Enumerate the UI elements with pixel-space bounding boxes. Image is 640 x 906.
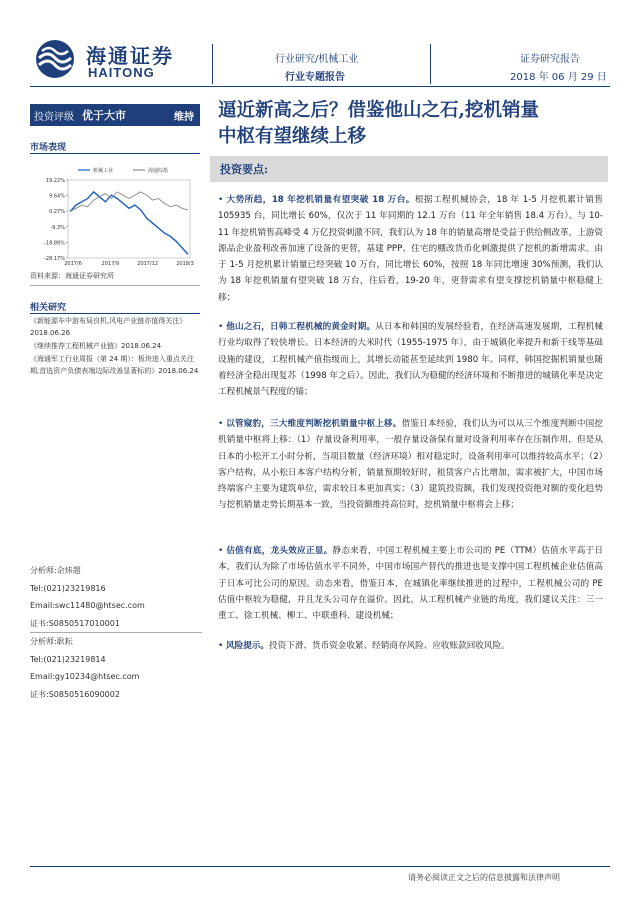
rating-trend: 维持	[174, 111, 194, 123]
analyst-block	[30, 562, 202, 703]
analyst-name: 分析师:耿耘	[30, 632, 202, 651]
rating-label: 投资评级	[34, 111, 74, 123]
logo-en: HAITONG	[88, 65, 155, 80]
header-report-type: 行业专题报告	[285, 72, 345, 83]
point-text: 从日本和韩国的发展经验看，在经济高速发展期，工程机械行业均取得了较快增长。日本经济的大米时代（1955-1975 年），由于城镇化率提升和新干线等基础设施的建设，工程机械产值指级而上，其增长动能甚至延续到 1980 年。同样，韩国挖掘机销量也随着经济全稳出现复苏（1998 年之后）。因此，我们认为稳健的经济环境和不断推进的城镇化率是决定工程机械景气程度的锚；	[218, 322, 603, 398]
x-tick-label: 2017/12	[137, 261, 159, 267]
legend-label: 机械工业	[93, 168, 114, 174]
point-text: 借鉴日本经验，我们认为可以从三个维度判断中国挖机销量中枢将上移：（1）存量设备利用率，一般存量设备保有量对设备利用率存在压制作用，但是从日本的小松开工小时分析，当项目数量（经济环境）相对稳定时，设备利用率可以维持较高水平；（2）客户结构，从小松日本客户结构分析，销量预期较好时，租赁客户占比增加，需求被扩大，中国市场终端客户主要为建筑单位，需求较日本更加真实；（3）建筑投资额，我们发现投资绝对额的变化趋势与挖机销量走势长期基本一致，当投资额维持高位时，挖机销量中枢将会上移；	[218, 419, 603, 511]
rating-value: 优于大市	[82, 109, 126, 122]
analyst-name: 分析师:佘炜超	[30, 566, 81, 575]
x-tick-label: 2017/9	[101, 261, 120, 267]
point-lead: 风险提示。	[226, 641, 270, 651]
header-date: 2018 年 06 月 29 日	[510, 72, 607, 83]
header-right-label: 证券研究报告	[520, 54, 580, 65]
sidebar-rule-3	[30, 313, 200, 314]
point-text: 投资下滑、货币资金收紧、经销商存风险、应收账款回收风险。	[269, 641, 510, 651]
title-line-2: 中枢有望继续上移	[218, 126, 367, 147]
haitong-logo-icon	[34, 38, 76, 80]
bullet-icon: •	[218, 546, 224, 556]
legend-label: 海通综指	[148, 168, 169, 174]
bullet-icon: •	[218, 322, 224, 332]
analyst-cert: 证书:S0850516090002	[30, 689, 120, 699]
y-tick-label: -9.3%	[50, 224, 65, 231]
y-tick-label: 9.64%	[49, 193, 65, 200]
chart-source: 资料来源：海通证券研究所	[30, 272, 114, 280]
sidebar-rule-2	[30, 285, 200, 286]
point-4	[218, 543, 603, 624]
analyst-tel: Tel:(021)23219814	[30, 654, 106, 664]
point-text: 静态来看，中国工程机械主要上市公司的 PE（TTM）估值水平高于日本，我们认为除了市场估值水平不同外，中国市场国产替代的推进也是支撑中国工程机械企业估值高于日本可比公司的原因。动态来看，借鉴日本，在城镇化率继续推进的过程中，工程机械公司的 PE 估值中枢较为稳健，并且龙头公司存在溢价。因此，从工程机械产业链的角度，我们建议关注：三一重工、徐工机械、柳工、中联重科、建设机械；	[218, 546, 604, 622]
footer-disclaimer: 请务必阅读正文之后的信息披露和法律声明	[408, 873, 560, 882]
related-title: 相关研究	[30, 303, 67, 313]
chart-plot-frame	[68, 180, 190, 258]
related-item[interactable]: 《海通军工行业周报（第 24 期）：板块进入重点关注期,首选资产负债表端边际改善显著标的》2018.06.24	[30, 355, 199, 375]
related-item[interactable]: 《继续推荐工程机械产业链》2018.06.24	[30, 342, 162, 350]
series-line-0	[70, 192, 188, 255]
title-line-1: 逼近新高之后？借鉴他山之石,挖机销量	[218, 100, 539, 121]
y-tick-label: 0.27%	[49, 209, 65, 216]
bullet-icon: •	[218, 419, 224, 429]
key-points-title: 投资要点:	[220, 163, 269, 176]
analyst-cert: 证书:S0850517010001	[30, 618, 120, 628]
sidebar-rule-1	[30, 153, 200, 154]
point-text: 根据工程机械协会，18 年 1-5 月挖机累计销售 105935 台，同比增长 60%，仅次于 11 年同期的 12.1 万台（11 年全年销售 18.4 万台）。与 10-11 年挖机销售高峰受 4 万亿投资刺激不同，我们认为 18 年的销量高增是受益于供给侧改革，上游资源品企业盈利改善加速了设备的更替，基建 PPP、住宅的棚改货币化刺激提供了挖机的新增需求。由于 1-5 月挖机累计销量已经突破 10 万台，同比增长 60%，按照 18 年同比增速 30%预测，我们认为 18 年挖机销量有望突破 18 万台，往后看，19-20 年，更替需求有望支撑挖机销量中枢稳健上移；	[218, 195, 603, 303]
point-lead: 他山之石，日韩工程机械的黄金时期。	[226, 322, 376, 332]
y-tick-label: 19.22%	[45, 178, 65, 184]
market-chart	[30, 160, 200, 268]
analyst-email[interactable]: Email:gy10234@htsec.com	[30, 672, 140, 681]
page-title	[218, 98, 613, 150]
related-list	[30, 315, 202, 377]
x-tick-label: 2018/3	[176, 261, 194, 267]
header-divider-right	[430, 44, 431, 84]
bullet-icon: •	[218, 641, 224, 651]
logo-cn: 海通证券	[86, 44, 174, 68]
point-2	[218, 319, 603, 400]
x-tick-label: 2017/6	[64, 261, 82, 267]
key-points-bar	[210, 156, 608, 182]
y-tick-label: -28.17%	[44, 256, 65, 262]
rating-bar	[30, 104, 200, 126]
point-lead: 估值有底，龙头效应正显。	[226, 546, 333, 556]
header	[0, 0, 640, 90]
market-title: 市场表现	[30, 143, 67, 153]
point-5	[218, 638, 603, 654]
analyst-tel: Tel:(021)23219816	[30, 583, 106, 593]
bullet-icon: •	[218, 195, 224, 205]
y-tick-label: -18.89%	[44, 240, 65, 247]
related-item[interactable]: 《新能源车中游布局良机,风电产业链亦值得关注》2018.06.26	[30, 317, 187, 337]
footer-rule	[30, 866, 610, 867]
point-3	[218, 416, 603, 514]
header-divider-left	[212, 44, 213, 84]
point-lead: 大势所趋，18 年挖机销量有望突破 18 万台。	[226, 195, 415, 205]
market-chart-svg	[30, 160, 200, 268]
header-rule	[30, 86, 610, 87]
point-1	[218, 192, 603, 306]
analyst-email[interactable]: Email:swc11480@htsec.com	[30, 601, 145, 610]
header-category: 行业研究/机械工业	[275, 54, 359, 65]
point-lead: 以管窥豹，三大维度判断挖机销量中枢上移。	[226, 419, 402, 429]
